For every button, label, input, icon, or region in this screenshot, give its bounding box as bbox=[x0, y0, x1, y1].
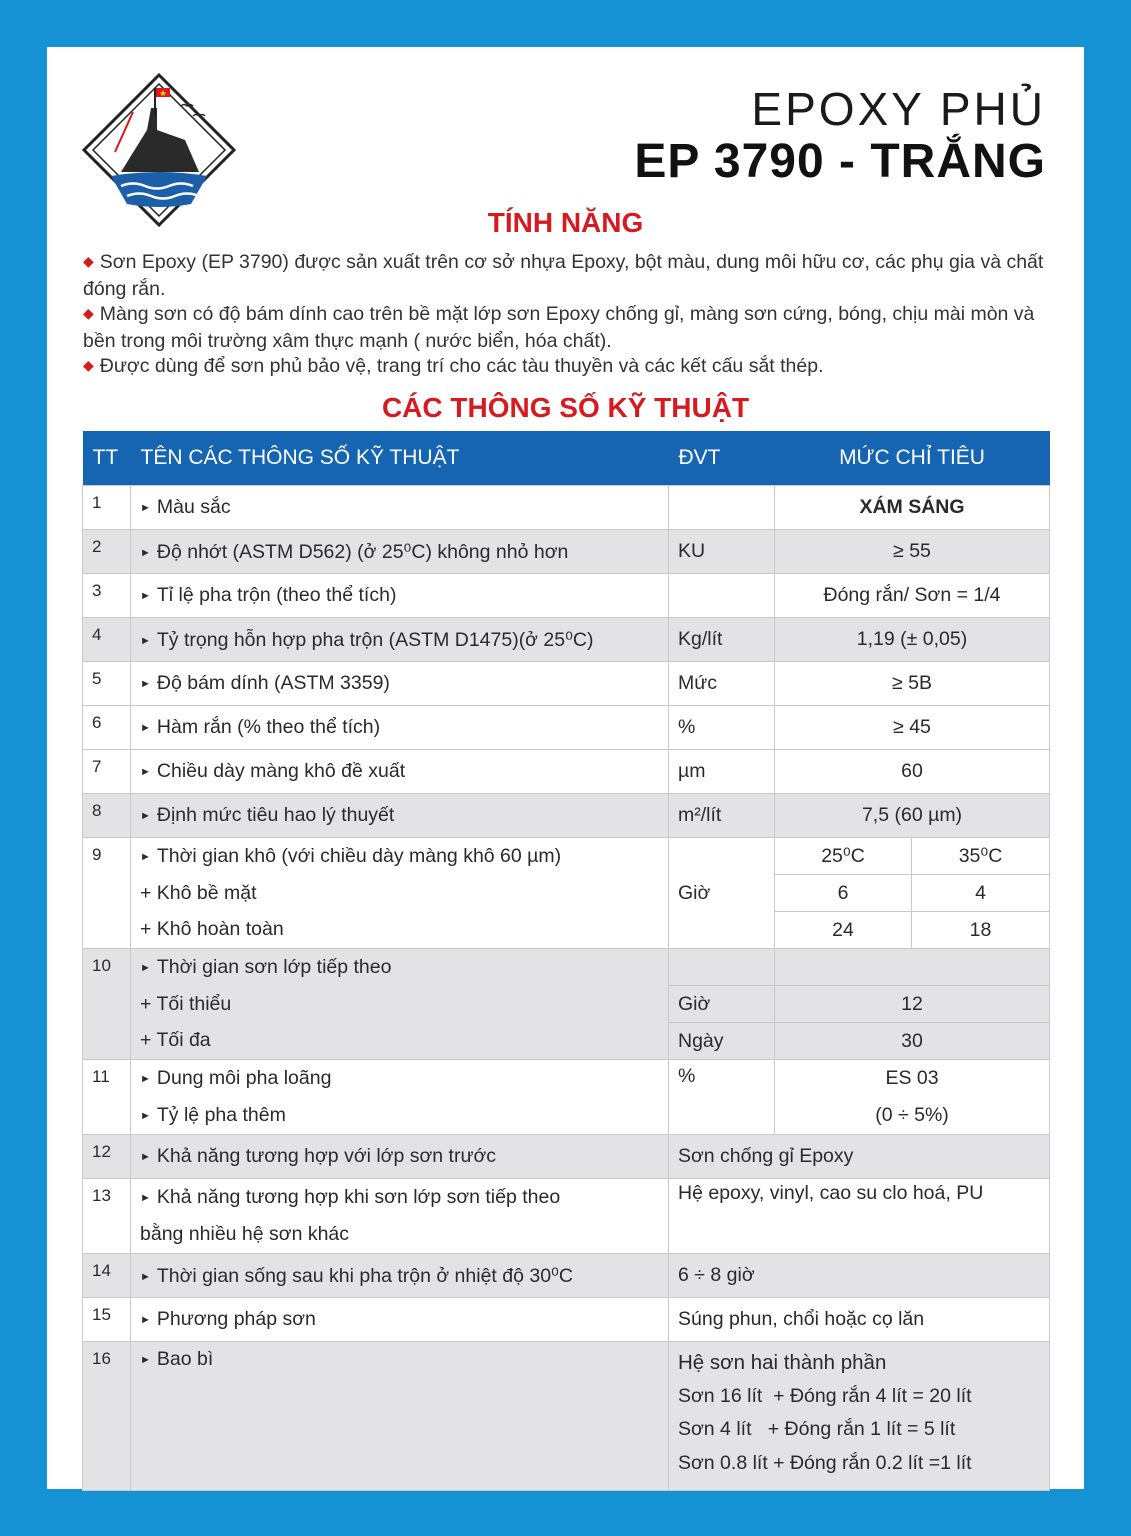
table-row: + Tối thiểu Giờ 12 bbox=[83, 986, 1050, 1023]
table-row: 10 ► Thời gian sơn lớp tiếp theo bbox=[83, 949, 1050, 986]
table-row: + Khô hoàn toàn 24 18 bbox=[83, 912, 1050, 949]
arrow-bullet-icon: ► bbox=[140, 1110, 151, 1122]
arrow-bullet-icon: ► bbox=[140, 810, 151, 822]
arrow-bullet-icon: ► bbox=[140, 590, 151, 602]
company-logo bbox=[81, 72, 237, 228]
color-value: XÁM SÁNG bbox=[775, 486, 1050, 530]
feature-item: ◆ Màng sơn có độ bám dính cao trên bề mặt lớp sơn Epoxy chống gỉ, màng sơn cứng, bóng, chịu mài mòn và bền trong môi trường xâm thực mạnh ( nước biển, hóa chất). bbox=[83, 303, 1035, 352]
arrow-bullet-icon: ► bbox=[140, 766, 151, 778]
col-tt: TT bbox=[83, 431, 131, 486]
table-row: 13 ► Khả năng tương hợp khi sơn lớp sơn tiếp theo bằng nhiều hệ sơn khác Hệ epoxy, vinyl, cao su clo hoá, PU bbox=[83, 1179, 1050, 1254]
arrow-bullet-icon: ► bbox=[140, 722, 151, 734]
table-header-row bbox=[83, 431, 1050, 486]
arrow-bullet-icon: ► bbox=[140, 1354, 151, 1366]
table-row: 8 ► Định mức tiêu hao lý thuyết m²/lít 7,5 (60 µm) bbox=[83, 794, 1050, 838]
table-row: 12 ► Khả năng tương hợp với lớp sơn trước Sơn chống gỉ Epoxy bbox=[83, 1135, 1050, 1179]
table-row: 1 ► Màu sắc XÁM SÁNG bbox=[83, 486, 1050, 530]
table-row: 5 ► Độ bám dính (ASTM 3359) Mức ≥ 5B bbox=[83, 662, 1050, 706]
feature-item: ◆ Được dùng để sơn phủ bảo vệ, trang trí cho các tàu thuyền và các kết cấu sắt thép. bbox=[83, 355, 824, 377]
table-row: 6 ► Hàm rắn (% theo thể tích) % ≥ 45 bbox=[83, 706, 1050, 750]
features-heading: TÍNH NĂNG bbox=[487, 207, 644, 238]
table-row: 11 ► Dung môi pha loãng ► Tỷ lệ pha thêm % ES 03 (0 ÷ 5%) bbox=[83, 1060, 1050, 1135]
diamond-bullet-icon: ◆ bbox=[83, 357, 94, 373]
table-row: + Tối đa Ngày 30 bbox=[83, 1023, 1050, 1060]
diamond-bullet-icon: ◆ bbox=[83, 253, 94, 269]
feature-item: ◆ Sơn Epoxy (EP 3790) được sản xuất trên cơ sở nhựa Epoxy, bột màu, dung môi hữu cơ, các phụ gia và chất đóng rắn. bbox=[83, 251, 1044, 300]
product-title bbox=[634, 82, 1046, 188]
arrow-bullet-icon: ► bbox=[140, 502, 151, 514]
col-name: TÊN CÁC THÔNG SỐ KỸ THUẬT bbox=[131, 431, 669, 486]
col-unit: ĐVT bbox=[669, 431, 775, 486]
table-row: 7 ► Chiều dày màng khô đề xuất µm 60 bbox=[83, 750, 1050, 794]
table-row: + Khô bề mặt 6 4 bbox=[83, 875, 1050, 912]
title-line-2: EP 3790 - TRẮNG bbox=[634, 135, 1046, 188]
datasheet bbox=[47, 47, 1084, 1489]
table-row: 3 ► Tỉ lệ pha trộn (theo thể tích) Đóng rắn/ Sơn = 1/4 bbox=[83, 574, 1050, 618]
table-row: 15 ► Phương pháp sơn Súng phun, chổi hoặc cọ lăn bbox=[83, 1298, 1050, 1342]
table-row: 9 ► Thời gian khô (với chiều dày màng khô 60 µm) Giờ 25⁰C 35⁰C bbox=[83, 838, 1050, 875]
arrow-bullet-icon: ► bbox=[140, 1073, 151, 1085]
specs-table bbox=[82, 431, 1050, 1491]
features-list bbox=[83, 250, 1063, 381]
arrow-bullet-icon: ► bbox=[140, 1270, 151, 1283]
table-row: 16 ► Bao bì Hệ sơn hai thành phần Sơn 16 lít + Đóng rắn 4 lít = 20 lít Sơn 4 lít + Đóng rắn 1 lít = 5 lít Sơn 0.8 lít + Đóng rắn 0.2 lít =1 lít bbox=[83, 1342, 1050, 1491]
arrow-bullet-icon: ► bbox=[140, 850, 151, 863]
table-row: 2 ► Độ nhớt (ASTM D562) (ở 25⁰C) không nhỏ hơn KU ≥ 55 bbox=[83, 530, 1050, 574]
table-row: 4 ► Tỷ trọng hỗn hợp pha trộn (ASTM D1475)(ở 25⁰C) Kg/lít 1,19 (± 0,05) bbox=[83, 618, 1050, 662]
arrow-bullet-icon: ► bbox=[140, 634, 151, 647]
diamond-bullet-icon: ◆ bbox=[83, 305, 94, 321]
col-value: MỨC CHỈ TIÊU bbox=[775, 431, 1050, 486]
title-line-1: EPOXY PHỦ bbox=[751, 83, 1046, 135]
arrow-bullet-icon: ► bbox=[140, 546, 151, 559]
specs-heading: CÁC THÔNG SỐ KỸ THUẬT bbox=[381, 392, 750, 423]
arrow-bullet-icon: ► bbox=[140, 1314, 151, 1326]
table-row: 14 ► Thời gian sống sau khi pha trộn ở nhiệt độ 30⁰C 6 ÷ 8 giờ bbox=[83, 1254, 1050, 1298]
arrow-bullet-icon: ► bbox=[140, 678, 151, 690]
arrow-bullet-icon: ► bbox=[140, 1151, 151, 1163]
arrow-bullet-icon: ► bbox=[140, 961, 151, 974]
arrow-bullet-icon: ► bbox=[140, 1192, 151, 1204]
